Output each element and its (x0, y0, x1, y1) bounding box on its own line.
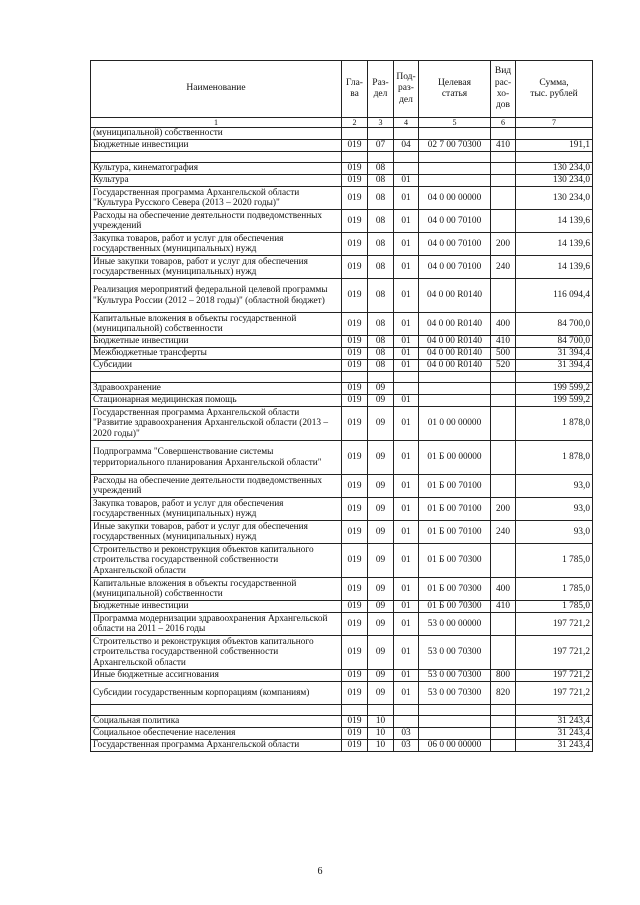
row-statya: 02 7 00 70300 (419, 140, 491, 152)
row-statya (419, 716, 491, 728)
row-vid (491, 716, 516, 728)
empty-cell (342, 705, 368, 716)
page-number: 6 (317, 866, 323, 877)
row-podrazdel: 01 (394, 475, 419, 498)
table-row (91, 475, 593, 498)
row-glava: 019 (342, 716, 368, 728)
row-statya (419, 728, 491, 740)
row-vid (491, 279, 516, 313)
row-sum: 14 139,6 (516, 210, 593, 233)
row-sum: 199 599,2 (516, 383, 593, 395)
row-statya: 04 0 00 R0140 (419, 348, 491, 360)
row-statya (419, 383, 491, 395)
table-row (91, 636, 593, 670)
empty-cell (394, 152, 419, 163)
row-name: Государственная программа Архангельской области "Развитие здравоохранения Архангельской области (2013 – 2020 годы)" (91, 407, 342, 441)
row-name: Бюджетные инвестиции (91, 140, 342, 152)
row-name: Межбюджетные трансферты (91, 348, 342, 360)
row-sum: 14 139,6 (516, 256, 593, 279)
row-razdel: 09 (368, 682, 394, 705)
row-name: Культура (91, 175, 342, 187)
row-sum: 116 094,4 (516, 279, 593, 313)
row-sum: 130 234,0 (516, 187, 593, 210)
row-sum: 197 721,2 (516, 682, 593, 705)
header-vid: Вид рас- хо- дов (491, 61, 516, 118)
row-podrazdel (394, 163, 419, 175)
row-vid: 200 (491, 233, 516, 256)
row-razdel: 08 (368, 210, 394, 233)
row-name: Расходы на обеспечение деятельности подведомственных учреждений (91, 210, 342, 233)
col-number: 4 (394, 118, 419, 128)
empty-cell (342, 152, 368, 163)
row-glava: 019 (342, 383, 368, 395)
row-name: Закупка товаров, работ и услуг для обеспечения государственных (муниципальных) нужд (91, 233, 342, 256)
row-glava: 019 (342, 670, 368, 682)
row-razdel: 09 (368, 670, 394, 682)
row-sum (516, 128, 593, 140)
empty-cell (394, 705, 419, 716)
table-row (91, 716, 593, 728)
row-vid (491, 740, 516, 752)
col-number: 3 (368, 118, 394, 128)
col-number: 6 (491, 118, 516, 128)
row-name: Подпрограмма "Совершенствование системы территориального планирования Архангельской области" (91, 441, 342, 475)
row-vid (491, 475, 516, 498)
row-vid: 800 (491, 670, 516, 682)
row-vid: 400 (491, 313, 516, 336)
row-statya: 04 0 00 R0140 (419, 360, 491, 372)
row-razdel: 08 (368, 279, 394, 313)
col-number: 1 (91, 118, 342, 128)
row-glava: 019 (342, 187, 368, 210)
row-sum: 84 700,0 (516, 313, 593, 336)
row-vid: 410 (491, 601, 516, 613)
table-row (91, 313, 593, 336)
table-row (91, 544, 593, 578)
row-vid: 820 (491, 682, 516, 705)
header-statya: Целевая статья (419, 61, 491, 118)
row-sum: 14 139,6 (516, 233, 593, 256)
table-row (91, 128, 593, 140)
row-vid (491, 544, 516, 578)
row-podrazdel: 01 (394, 233, 419, 256)
row-vid: 410 (491, 140, 516, 152)
row-name: Субсидии государственным корпорациям (компаниям) (91, 682, 342, 705)
row-razdel: 10 (368, 716, 394, 728)
row-statya: 01 0 00 00000 (419, 407, 491, 441)
row-glava: 019 (342, 475, 368, 498)
empty-cell (419, 372, 491, 383)
row-podrazdel: 01 (394, 407, 419, 441)
table-row (91, 336, 593, 348)
row-podrazdel: 01 (394, 601, 419, 613)
row-podrazdel: 01 (394, 336, 419, 348)
row-glava: 019 (342, 636, 368, 670)
row-sum: 199 599,2 (516, 395, 593, 407)
row-sum: 130 234,0 (516, 175, 593, 187)
row-vid: 410 (491, 336, 516, 348)
empty-cell (368, 705, 394, 716)
table-body (91, 128, 593, 752)
row-glava: 019 (342, 348, 368, 360)
row-statya: 06 0 00 00000 (419, 740, 491, 752)
row-name: Программа модернизации здравоохранения Архангельской области на 2011 – 2016 годы (91, 613, 342, 636)
row-podrazdel: 01 (394, 498, 419, 521)
row-glava: 019 (342, 395, 368, 407)
row-statya: 04 0 00 70100 (419, 233, 491, 256)
empty-cell (91, 372, 342, 383)
row-name: Социальная политика (91, 716, 342, 728)
row-podrazdel: 03 (394, 740, 419, 752)
row-razdel: 09 (368, 475, 394, 498)
row-razdel: 09 (368, 383, 394, 395)
row-vid: 240 (491, 521, 516, 544)
row-sum: 31 394,4 (516, 360, 593, 372)
row-name: Субсидии (91, 360, 342, 372)
row-podrazdel: 01 (394, 578, 419, 601)
row-statya: 53 0 00 00000 (419, 613, 491, 636)
header-podrazdel: Под- раз- дел (394, 61, 419, 118)
empty-cell (368, 372, 394, 383)
row-razdel: 09 (368, 601, 394, 613)
row-name: Государственная программа Архангельской области (91, 740, 342, 752)
table-row (91, 256, 593, 279)
row-glava: 019 (342, 441, 368, 475)
row-statya: 53 0 00 70300 (419, 682, 491, 705)
empty-cell (491, 152, 516, 163)
row-sum: 130 234,0 (516, 163, 593, 175)
table-row (91, 187, 593, 210)
row-podrazdel: 01 (394, 348, 419, 360)
row-name: Закупка товаров, работ и услуг для обеспечения государственных (муниципальных) нужд (91, 498, 342, 521)
row-name: Культура, кинематография (91, 163, 342, 175)
row-glava: 019 (342, 544, 368, 578)
empty-cell (91, 152, 342, 163)
row-podrazdel: 01 (394, 521, 419, 544)
row-name: Капитальные вложения в объекты государственной (муниципальной) собственности (91, 313, 342, 336)
row-name: Иные закупки товаров, работ и услуг для обеспечения государственных (муниципальных) нужд (91, 256, 342, 279)
row-podrazdel: 01 (394, 360, 419, 372)
row-name: Капитальные вложения в объекты государственной (муниципальной) собственности (91, 578, 342, 601)
row-statya (419, 175, 491, 187)
row-name: Иные бюджетные ассигнования (91, 670, 342, 682)
row-glava: 019 (342, 175, 368, 187)
table-row (91, 670, 593, 682)
row-glava (342, 128, 368, 140)
table-row (91, 601, 593, 613)
table-row (91, 578, 593, 601)
header-razdel: Раз- дел (368, 61, 394, 118)
row-vid (491, 407, 516, 441)
row-name: Здравоохранение (91, 383, 342, 395)
row-glava: 019 (342, 601, 368, 613)
row-statya: 53 0 00 70300 (419, 670, 491, 682)
row-vid (491, 728, 516, 740)
row-glava: 019 (342, 740, 368, 752)
empty-cell (91, 705, 342, 716)
empty-cell (419, 152, 491, 163)
row-statya (419, 163, 491, 175)
row-razdel: 08 (368, 187, 394, 210)
row-podrazdel: 01 (394, 313, 419, 336)
row-statya: 04 0 00 R0140 (419, 279, 491, 313)
row-podrazdel (394, 128, 419, 140)
empty-cell (491, 372, 516, 383)
spacer-row (91, 705, 593, 716)
row-vid: 500 (491, 348, 516, 360)
row-vid (491, 187, 516, 210)
row-glava: 019 (342, 407, 368, 441)
empty-cell (491, 705, 516, 716)
row-sum: 93,0 (516, 475, 593, 498)
table-row (91, 498, 593, 521)
row-podrazdel: 01 (394, 187, 419, 210)
row-razdel: 07 (368, 140, 394, 152)
empty-cell (342, 372, 368, 383)
row-statya: 53 0 00 70300 (419, 636, 491, 670)
row-glava: 019 (342, 498, 368, 521)
row-razdel: 08 (368, 348, 394, 360)
row-name: Социальное обеспечение населения (91, 728, 342, 740)
row-glava: 019 (342, 233, 368, 256)
row-sum: 31 394,4 (516, 348, 593, 360)
row-razdel: 08 (368, 336, 394, 348)
row-razdel: 09 (368, 441, 394, 475)
row-statya: 01 Б 00 70300 (419, 544, 491, 578)
row-name: Реализация мероприятий федеральной целевой программы "Культура России (2012 – 2018 годы)" (областной бюджет) (91, 279, 342, 313)
row-sum: 1 785,0 (516, 544, 593, 578)
table-row (91, 210, 593, 233)
row-sum: 93,0 (516, 498, 593, 521)
row-razdel: 09 (368, 498, 394, 521)
row-razdel: 08 (368, 175, 394, 187)
row-razdel: 09 (368, 578, 394, 601)
row-vid: 240 (491, 256, 516, 279)
row-vid (491, 636, 516, 670)
row-name: Бюджетные инвестиции (91, 336, 342, 348)
row-glava: 019 (342, 279, 368, 313)
budget-table (90, 60, 593, 752)
row-statya: 01 Б 00 00000 (419, 441, 491, 475)
table-row (91, 348, 593, 360)
row-statya (419, 395, 491, 407)
row-vid (491, 395, 516, 407)
row-sum: 31 243,4 (516, 716, 593, 728)
row-podrazdel: 01 (394, 256, 419, 279)
row-podrazdel: 01 (394, 441, 419, 475)
row-sum: 93,0 (516, 521, 593, 544)
col-number: 2 (342, 118, 368, 128)
row-statya: 01 Б 00 70300 (419, 578, 491, 601)
table-row (91, 407, 593, 441)
table-row (91, 740, 593, 752)
row-glava: 019 (342, 728, 368, 740)
row-name: Строительство и реконструкция объектов капитального строительства государственной собственности Архангельской области (91, 544, 342, 578)
table-row (91, 163, 593, 175)
empty-cell (516, 372, 593, 383)
row-razdel: 09 (368, 395, 394, 407)
row-razdel: 09 (368, 407, 394, 441)
row-razdel: 10 (368, 728, 394, 740)
row-statya: 04 0 00 70100 (419, 256, 491, 279)
row-podrazdel: 01 (394, 279, 419, 313)
row-razdel: 08 (368, 256, 394, 279)
row-vid: 520 (491, 360, 516, 372)
row-razdel: 10 (368, 740, 394, 752)
row-razdel: 08 (368, 313, 394, 336)
row-glava: 019 (342, 336, 368, 348)
table-row (91, 441, 593, 475)
row-name: Бюджетные инвестиции (91, 601, 342, 613)
table-row (91, 521, 593, 544)
row-sum: 197 721,2 (516, 613, 593, 636)
row-name: Иные закупки товаров, работ и услуг для обеспечения государственных (муниципальных) нужд (91, 521, 342, 544)
row-sum: 197 721,2 (516, 636, 593, 670)
table-row (91, 682, 593, 705)
row-name: Расходы на обеспечение деятельности подведомственных учреждений (91, 475, 342, 498)
row-sum: 1 878,0 (516, 407, 593, 441)
spacer-row (91, 152, 593, 163)
row-podrazdel (394, 716, 419, 728)
spacer-row (91, 372, 593, 383)
row-name: Стационарная медицинская помощь (91, 395, 342, 407)
row-glava: 019 (342, 360, 368, 372)
row-razdel: 09 (368, 613, 394, 636)
empty-cell (394, 372, 419, 383)
row-name: Государственная программа Архангельской области "Культура Русского Севера (2013 – 2020 годы)" (91, 187, 342, 210)
row-glava: 019 (342, 613, 368, 636)
row-vid: 400 (491, 578, 516, 601)
row-statya: 01 Б 00 70300 (419, 601, 491, 613)
row-razdel: 09 (368, 521, 394, 544)
row-statya: 04 0 00 R0140 (419, 313, 491, 336)
row-statya (419, 128, 491, 140)
row-vid (491, 175, 516, 187)
header-row (91, 61, 593, 118)
row-sum: 1 878,0 (516, 441, 593, 475)
row-razdel: 09 (368, 544, 394, 578)
table-row (91, 728, 593, 740)
row-podrazdel: 01 (394, 175, 419, 187)
col-number: 7 (516, 118, 593, 128)
table-row (91, 175, 593, 187)
row-podrazdel: 01 (394, 544, 419, 578)
row-razdel: 08 (368, 360, 394, 372)
row-glava: 019 (342, 521, 368, 544)
table-row (91, 395, 593, 407)
row-statya: 04 0 00 R0140 (419, 336, 491, 348)
table-row (91, 140, 593, 152)
row-razdel: 09 (368, 636, 394, 670)
row-name: (муниципальной) собственности (91, 128, 342, 140)
table-row (91, 279, 593, 313)
row-vid (491, 210, 516, 233)
row-statya: 01 Б 00 70100 (419, 521, 491, 544)
header-glava: Гла- ва (342, 61, 368, 118)
row-statya: 01 Б 00 70100 (419, 498, 491, 521)
row-podrazdel: 01 (394, 682, 419, 705)
row-vid (491, 613, 516, 636)
row-statya: 04 0 00 70100 (419, 210, 491, 233)
row-podrazdel: 01 (394, 636, 419, 670)
row-podrazdel: 04 (394, 140, 419, 152)
row-podrazdel (394, 383, 419, 395)
row-vid: 200 (491, 498, 516, 521)
row-sum: 31 243,4 (516, 728, 593, 740)
empty-cell (368, 152, 394, 163)
row-vid (491, 163, 516, 175)
row-vid (491, 441, 516, 475)
row-vid (491, 383, 516, 395)
header-sum: Сумма, тыс. рублей (516, 61, 593, 118)
row-glava: 019 (342, 578, 368, 601)
row-razdel: 08 (368, 233, 394, 256)
row-podrazdel: 01 (394, 670, 419, 682)
row-glava: 019 (342, 163, 368, 175)
row-statya: 01 Б 00 70100 (419, 475, 491, 498)
empty-cell (516, 705, 593, 716)
row-glava: 019 (342, 313, 368, 336)
row-statya: 04 0 00 00000 (419, 187, 491, 210)
column-number-row (91, 118, 593, 128)
table-row (91, 613, 593, 636)
row-sum: 31 243,4 (516, 740, 593, 752)
row-sum: 84 700,0 (516, 336, 593, 348)
row-sum: 191,1 (516, 140, 593, 152)
row-sum: 1 785,0 (516, 578, 593, 601)
row-sum: 197 721,2 (516, 670, 593, 682)
table-row (91, 233, 593, 256)
table-row (91, 360, 593, 372)
table-row (91, 383, 593, 395)
col-number: 5 (419, 118, 491, 128)
row-vid (491, 128, 516, 140)
row-sum: 1 785,0 (516, 601, 593, 613)
empty-cell (516, 152, 593, 163)
row-razdel (368, 128, 394, 140)
row-name: Строительство и реконструкция объектов капитального строительства государственной собственности Архангельской области (91, 636, 342, 670)
row-glava: 019 (342, 682, 368, 705)
header-name: Наименование (91, 61, 342, 118)
row-podrazdel: 01 (394, 395, 419, 407)
row-glava: 019 (342, 256, 368, 279)
row-podrazdel: 01 (394, 210, 419, 233)
row-glava: 019 (342, 140, 368, 152)
row-razdel: 08 (368, 163, 394, 175)
row-podrazdel: 03 (394, 728, 419, 740)
row-podrazdel: 01 (394, 613, 419, 636)
empty-cell (419, 705, 491, 716)
row-glava: 019 (342, 210, 368, 233)
